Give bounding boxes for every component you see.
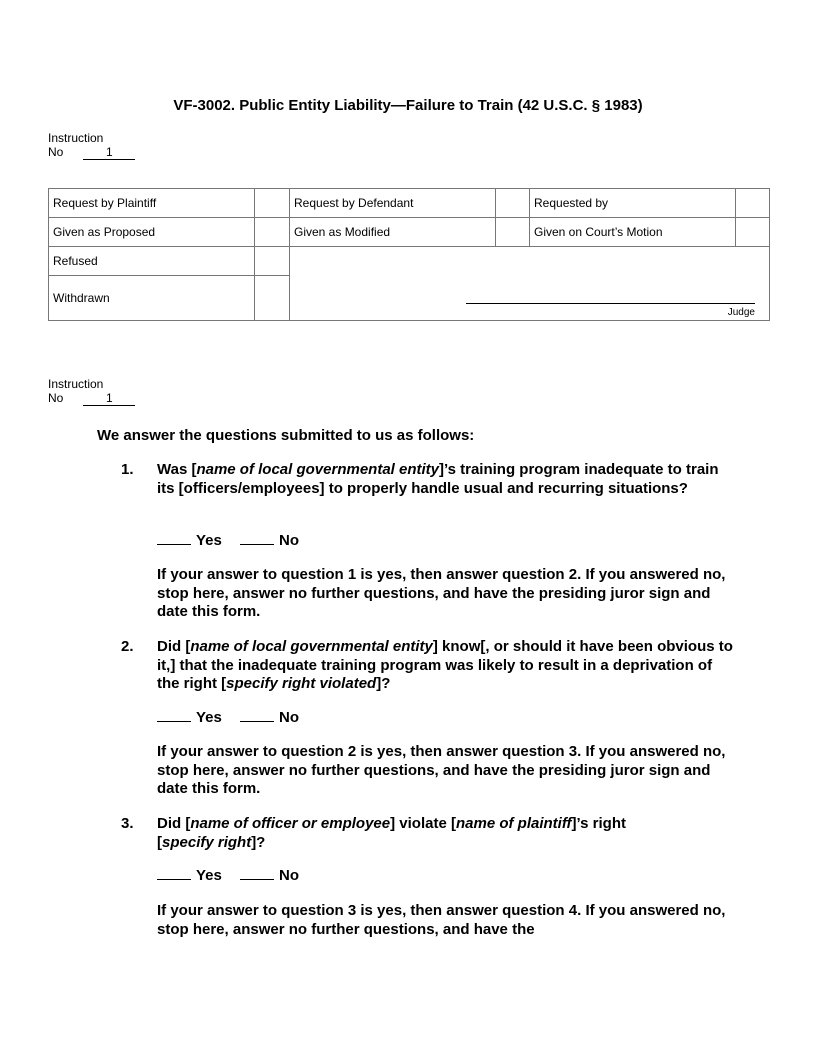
instruction-number: 1 bbox=[83, 391, 135, 406]
given-as-proposed-box[interactable] bbox=[255, 218, 290, 247]
judge-signature-line bbox=[466, 303, 755, 304]
judge-signature-area[interactable] bbox=[290, 247, 770, 321]
yes-label: Yes bbox=[196, 532, 222, 549]
judge-label: Judge bbox=[727, 307, 755, 318]
requested-by-box[interactable] bbox=[736, 189, 770, 218]
request-by-plaintiff-label: Request by Plaintiff bbox=[49, 189, 255, 218]
given-as-modified-box[interactable] bbox=[496, 218, 530, 247]
question-2-followup: If your answer to question 2 is yes, then answer question 3. If you answered no, stop here, answer no further questions, and have the presiding juror sign and date this form. bbox=[157, 743, 726, 797]
refused-label: Refused bbox=[49, 247, 255, 276]
given-as-modified-label: Given as Modified bbox=[290, 218, 496, 247]
instruction-label: Instruction bbox=[48, 131, 104, 145]
no-label: No bbox=[48, 145, 64, 159]
question-2-answer bbox=[157, 709, 299, 726]
no-label: No bbox=[48, 391, 64, 405]
instruction-no-row bbox=[48, 145, 135, 160]
no-answer-label: No bbox=[279, 532, 300, 549]
question-3-no-blank[interactable] bbox=[240, 879, 274, 880]
refused-box[interactable] bbox=[255, 247, 290, 276]
question-3-number: 3. bbox=[121, 815, 134, 832]
question-3-followup: If your answer to question 3 is yes, then answer question 4. If you answered no, stop here, answer no further questions, and have the bbox=[157, 902, 726, 938]
question-1-followup: If your answer to question 1 is yes, then answer question 2. If you answered no, stop here, answer no further questions, and have the presiding juror sign and date this form. bbox=[157, 566, 726, 620]
yes-label: Yes bbox=[196, 867, 222, 884]
no-answer-label: No bbox=[279, 867, 300, 884]
given-on-courts-motion-box[interactable] bbox=[736, 218, 770, 247]
instruction-block-top bbox=[48, 131, 135, 160]
question-1-answer bbox=[157, 532, 299, 549]
question-1-text: Was [name of local governmental entity]’s training program inadequate to train its [officers/employees] to properly handle usual and recurring situations? bbox=[157, 461, 719, 497]
question-2-yes-blank[interactable] bbox=[157, 721, 191, 722]
instruction-no-row bbox=[48, 391, 135, 406]
yes-label: Yes bbox=[196, 709, 222, 726]
withdrawn-box[interactable] bbox=[255, 276, 290, 321]
instruction-label: Instruction bbox=[48, 377, 104, 391]
question-2-text: Did [name of local governmental entity] know[, or should it have been obvious to it,] that the inadequate training program was likely to result in a deprivation of the right [specify right violated]? bbox=[157, 638, 733, 692]
no-answer-label: No bbox=[279, 709, 300, 726]
question-1-no-blank[interactable] bbox=[240, 544, 274, 545]
question-3-text: Did [name of officer or employee] violate [name of plaintiff]’s right [specify right]? bbox=[157, 815, 626, 851]
request-by-plaintiff-box[interactable] bbox=[255, 189, 290, 218]
document-title: VF-3002. Public Entity Liability—Failure to Train (42 U.S.C. § 1983) bbox=[173, 97, 643, 114]
question-3-answer bbox=[157, 867, 299, 884]
question-3-yes-blank[interactable] bbox=[157, 879, 191, 880]
request-by-defendant-label: Request by Defendant bbox=[290, 189, 496, 218]
question-1-number: 1. bbox=[121, 461, 134, 478]
request-table bbox=[48, 188, 770, 321]
given-on-courts-motion-label: Given on Court’s Motion bbox=[530, 218, 736, 247]
question-2-number: 2. bbox=[121, 638, 134, 655]
question-2-no-blank[interactable] bbox=[240, 721, 274, 722]
request-by-defendant-box[interactable] bbox=[496, 189, 530, 218]
instruction-number: 1 bbox=[83, 145, 135, 160]
intro-statement: We answer the questions submitted to us as follows: bbox=[97, 427, 475, 444]
instruction-block-bottom bbox=[48, 377, 135, 406]
question-1-yes-blank[interactable] bbox=[157, 544, 191, 545]
given-as-proposed-label: Given as Proposed bbox=[49, 218, 255, 247]
requested-by-label: Requested by bbox=[530, 189, 736, 218]
withdrawn-label: Withdrawn bbox=[49, 276, 255, 321]
